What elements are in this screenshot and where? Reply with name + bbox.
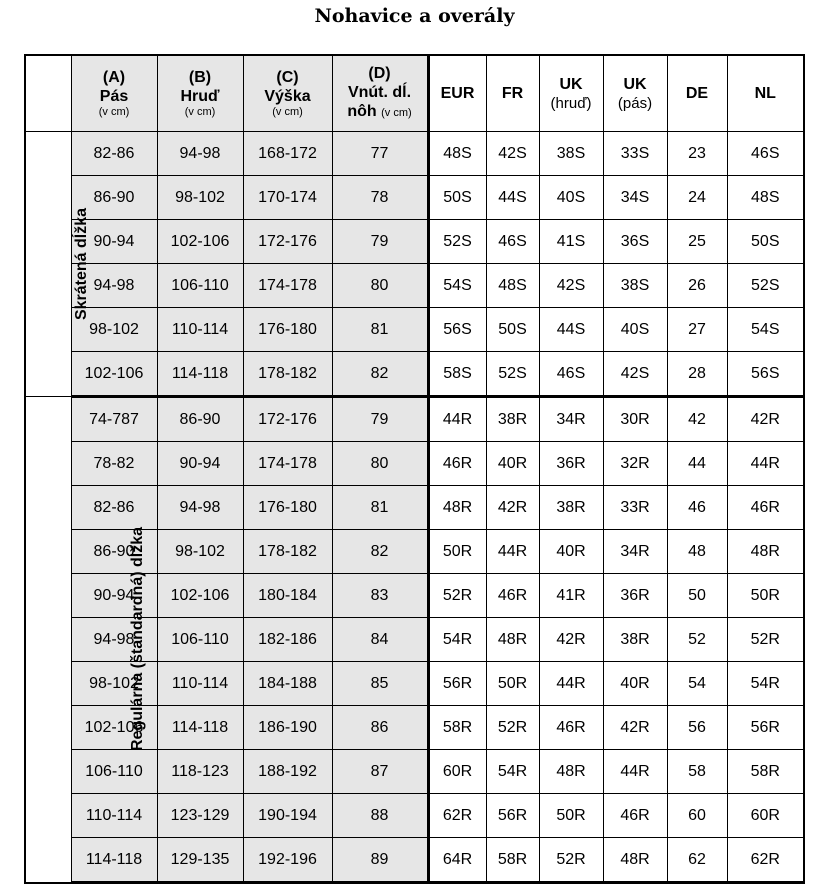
table-cell: 58R [486, 838, 539, 883]
table-cell: 178-182 [243, 352, 332, 397]
table-cell: 86-90 [71, 176, 157, 220]
table-cell: 36R [603, 574, 667, 618]
header-uk-chest-sub: (hruď) [550, 94, 592, 112]
table-cell: 52R [486, 706, 539, 750]
table-cell: 82 [332, 530, 428, 574]
table-cell: 52S [428, 220, 486, 264]
table-cell: 102-106 [157, 574, 243, 618]
table-cell: 178-182 [243, 530, 332, 574]
table-cell: 78-82 [71, 442, 157, 486]
table-cell: 42R [727, 397, 804, 442]
table-cell: 54R [428, 618, 486, 662]
table-cell: 38S [539, 132, 603, 176]
table-cell: 98-102 [71, 662, 157, 706]
table-cell: 87 [332, 750, 428, 794]
table-cell: 176-180 [243, 486, 332, 530]
table-cell: 48R [428, 486, 486, 530]
table-cell: 123-129 [157, 794, 243, 838]
group-label-cell [25, 132, 91, 397]
table-cell: 106-110 [71, 750, 157, 794]
table-cell: 25 [667, 220, 727, 264]
header-waist-name: Pás [99, 88, 129, 105]
table-cell: 48S [727, 176, 804, 220]
table-cell: 42R [486, 486, 539, 530]
table-cell: 38R [539, 486, 603, 530]
table-cell: 98-102 [157, 176, 243, 220]
table-row [25, 750, 804, 794]
table-cell: 58S [428, 352, 486, 397]
table-cell: 34S [603, 176, 667, 220]
table-row [25, 264, 804, 308]
table-cell: 52R [539, 838, 603, 883]
table-cell: 56 [667, 706, 727, 750]
table-cell: 46 [667, 486, 727, 530]
table-cell: 50R [727, 574, 804, 618]
header-uk-waist-name: UK [623, 75, 647, 93]
header-inseam [332, 55, 428, 132]
table-cell: 42S [603, 352, 667, 397]
table-cell: 58 [667, 750, 727, 794]
table-cell: 81 [332, 308, 428, 352]
header-waist [71, 55, 157, 132]
table-cell: 38R [603, 618, 667, 662]
header-height-unit: (v cm) [272, 106, 303, 118]
table-cell: 94-98 [157, 486, 243, 530]
table-cell: 46R [486, 574, 539, 618]
table-cell: 58R [727, 750, 804, 794]
table-cell: 83 [332, 574, 428, 618]
table-cell: 90-94 [157, 442, 243, 486]
table-cell: 48S [428, 132, 486, 176]
table-cell: 50S [727, 220, 804, 264]
header-fr: FR [486, 55, 539, 132]
table-cell: 30R [603, 397, 667, 442]
table-cell: 82-86 [71, 486, 157, 530]
group-label: Regulárna (štandardná) dĺžka [129, 527, 147, 752]
table-cell: 85 [332, 662, 428, 706]
table-cell: 54R [486, 750, 539, 794]
table-cell: 54S [428, 264, 486, 308]
table-row [25, 352, 804, 397]
table-cell: 50 [667, 574, 727, 618]
table-cell: 38S [603, 264, 667, 308]
table-cell: 40R [486, 442, 539, 486]
table-cell: 172-176 [243, 397, 332, 442]
corner-cell [25, 55, 71, 132]
header-chest [157, 55, 243, 132]
table-cell: 77 [332, 132, 428, 176]
table-cell: 82-86 [71, 132, 157, 176]
table-cell: 74-787 [71, 397, 157, 442]
table-cell: 60R [428, 750, 486, 794]
table-cell: 52 [667, 618, 727, 662]
table-cell: 26 [667, 264, 727, 308]
table-cell: 118-123 [157, 750, 243, 794]
table-cell: 46S [727, 132, 804, 176]
table-cell: 40R [603, 662, 667, 706]
header-de: DE [667, 55, 727, 132]
table-cell: 44R [727, 442, 804, 486]
table-cell: 54 [667, 662, 727, 706]
table-cell: 27 [667, 308, 727, 352]
table-cell: 79 [332, 220, 428, 264]
table-cell: 56R [428, 662, 486, 706]
table-cell: 106-110 [157, 264, 243, 308]
table-cell: 38R [486, 397, 539, 442]
header-uk-chest [539, 55, 603, 132]
table-cell: 186-190 [243, 706, 332, 750]
table-cell: 56R [486, 794, 539, 838]
table-cell: 62 [667, 838, 727, 883]
table-cell: 98-102 [71, 308, 157, 352]
header-row [25, 55, 804, 132]
table-cell: 106-110 [157, 618, 243, 662]
table-cell: 54R [727, 662, 804, 706]
table-cell: 86-90 [157, 397, 243, 442]
table-cell: 60R [727, 794, 804, 838]
table-cell: 42 [667, 397, 727, 442]
table-cell: 40S [603, 308, 667, 352]
table-cell: 192-196 [243, 838, 332, 883]
table-cell: 42R [603, 706, 667, 750]
table-cell: 102-106 [71, 706, 157, 750]
table-cell: 94-98 [71, 264, 157, 308]
table-cell: 64R [428, 838, 486, 883]
table-cell: 114-118 [71, 838, 157, 883]
header-inseam-name-2: nôh [347, 103, 377, 120]
table-cell: 34R [539, 397, 603, 442]
table-cell: 58R [428, 706, 486, 750]
table-cell: 41S [539, 220, 603, 264]
table-cell: 48S [486, 264, 539, 308]
table-cell: 33S [603, 132, 667, 176]
table-cell: 81 [332, 486, 428, 530]
table-row [25, 308, 804, 352]
table-cell: 42R [539, 618, 603, 662]
table-cell: 50R [486, 662, 539, 706]
table-cell: 24 [667, 176, 727, 220]
table-cell: 48 [667, 530, 727, 574]
table-cell: 23 [667, 132, 727, 176]
header-eur: EUR [428, 55, 486, 132]
table-cell: 80 [332, 264, 428, 308]
table-cell: 184-188 [243, 662, 332, 706]
header-nl: NL [727, 55, 804, 132]
header-chest-unit: (v cm) [184, 106, 216, 118]
table-row [25, 397, 804, 442]
header-chest-name: Hruď [180, 88, 220, 105]
table-cell: 46R [428, 442, 486, 486]
table-cell: 50S [486, 308, 539, 352]
table-cell: 54S [727, 308, 804, 352]
table-cell: 94-98 [157, 132, 243, 176]
table-cell: 114-118 [157, 706, 243, 750]
header-waist-unit: (v cm) [98, 106, 130, 118]
table-cell: 188-192 [243, 750, 332, 794]
table-cell: 176-180 [243, 308, 332, 352]
table-cell: 46R [603, 794, 667, 838]
table-cell: 50R [428, 530, 486, 574]
table-row [25, 442, 804, 486]
table-cell: 62R [727, 838, 804, 883]
table-cell: 172-176 [243, 220, 332, 264]
table-cell: 79 [332, 397, 428, 442]
table-cell: 42S [486, 132, 539, 176]
table-cell: 88 [332, 794, 428, 838]
table-cell: 52S [727, 264, 804, 308]
table-cell: 110-114 [157, 662, 243, 706]
table-cell: 52R [428, 574, 486, 618]
table-cell: 36S [603, 220, 667, 264]
table-cell: 56S [428, 308, 486, 352]
table-cell: 44 [667, 442, 727, 486]
table-cell: 46S [539, 352, 603, 397]
table-row [25, 486, 804, 530]
table-cell: 62R [428, 794, 486, 838]
table-cell: 78 [332, 176, 428, 220]
header-inseam-unit: (v cm) [381, 107, 412, 119]
table-cell: 36R [539, 442, 603, 486]
table-cell: 44R [428, 397, 486, 442]
header-chest-letter: (B) [188, 69, 212, 86]
table-row [25, 220, 804, 264]
table-row [25, 838, 804, 883]
table-cell: 44S [539, 308, 603, 352]
table-cell: 52S [486, 352, 539, 397]
table-cell: 56R [727, 706, 804, 750]
table-cell: 48R [603, 838, 667, 883]
header-height-name: Výška [264, 88, 311, 105]
table-body [25, 132, 804, 883]
table-cell: 52R [727, 618, 804, 662]
table-row [25, 794, 804, 838]
header-uk-waist-sub: (pás) [617, 94, 653, 112]
table-cell: 48R [539, 750, 603, 794]
header-inseam-letter: (D) [368, 65, 391, 82]
header-uk-waist [603, 55, 667, 132]
table-cell: 114-118 [157, 352, 243, 397]
table-cell: 84 [332, 618, 428, 662]
table-cell: 28 [667, 352, 727, 397]
table-cell: 110-114 [157, 308, 243, 352]
table-cell: 33R [603, 486, 667, 530]
size-chart-table [24, 54, 805, 884]
table-cell: 90-94 [71, 220, 157, 264]
table-cell: 32R [603, 442, 667, 486]
page-title: Nohavice a overály [314, 5, 515, 27]
group-label: Skrátená dĺžka [73, 207, 91, 321]
table-cell: 48R [486, 618, 539, 662]
table-cell: 46R [539, 706, 603, 750]
table-cell: 190-194 [243, 794, 332, 838]
table-cell: 174-178 [243, 264, 332, 308]
header-uk-chest-name: UK [559, 75, 583, 93]
table-cell: 44R [603, 750, 667, 794]
header-height-letter: (C) [276, 69, 299, 86]
table-cell: 102-106 [71, 352, 157, 397]
table-cell: 40S [539, 176, 603, 220]
header-inseam-name: Vnút. dĺ. [347, 84, 412, 101]
table-row [25, 132, 804, 176]
table-cell: 170-174 [243, 176, 332, 220]
table-cell: 129-135 [157, 838, 243, 883]
table-cell: 46R [727, 486, 804, 530]
table-cell: 98-102 [157, 530, 243, 574]
table-cell: 90-94 [71, 574, 157, 618]
table-cell: 86-90 [71, 530, 157, 574]
table-cell: 168-172 [243, 132, 332, 176]
table-cell: 60 [667, 794, 727, 838]
table-row [25, 176, 804, 220]
table-cell: 82 [332, 352, 428, 397]
table-cell: 50S [428, 176, 486, 220]
header-height [243, 55, 332, 132]
table-cell: 34R [603, 530, 667, 574]
table-cell: 56S [727, 352, 804, 397]
table-cell: 80 [332, 442, 428, 486]
table-cell: 86 [332, 706, 428, 750]
table-cell: 110-114 [71, 794, 157, 838]
table-cell: 174-178 [243, 442, 332, 486]
table-cell: 46S [486, 220, 539, 264]
table-cell: 44R [486, 530, 539, 574]
table-cell: 42S [539, 264, 603, 308]
table-cell: 40R [539, 530, 603, 574]
table-cell: 48R [727, 530, 804, 574]
header-waist-letter: (A) [102, 69, 126, 86]
table-cell: 94-98 [71, 618, 157, 662]
table-cell: 102-106 [157, 220, 243, 264]
table-cell: 41R [539, 574, 603, 618]
table-cell: 44R [539, 662, 603, 706]
table-cell: 180-184 [243, 574, 332, 618]
table-cell: 50R [539, 794, 603, 838]
table-cell: 44S [486, 176, 539, 220]
table-cell: 89 [332, 838, 428, 883]
table-cell: 182-186 [243, 618, 332, 662]
